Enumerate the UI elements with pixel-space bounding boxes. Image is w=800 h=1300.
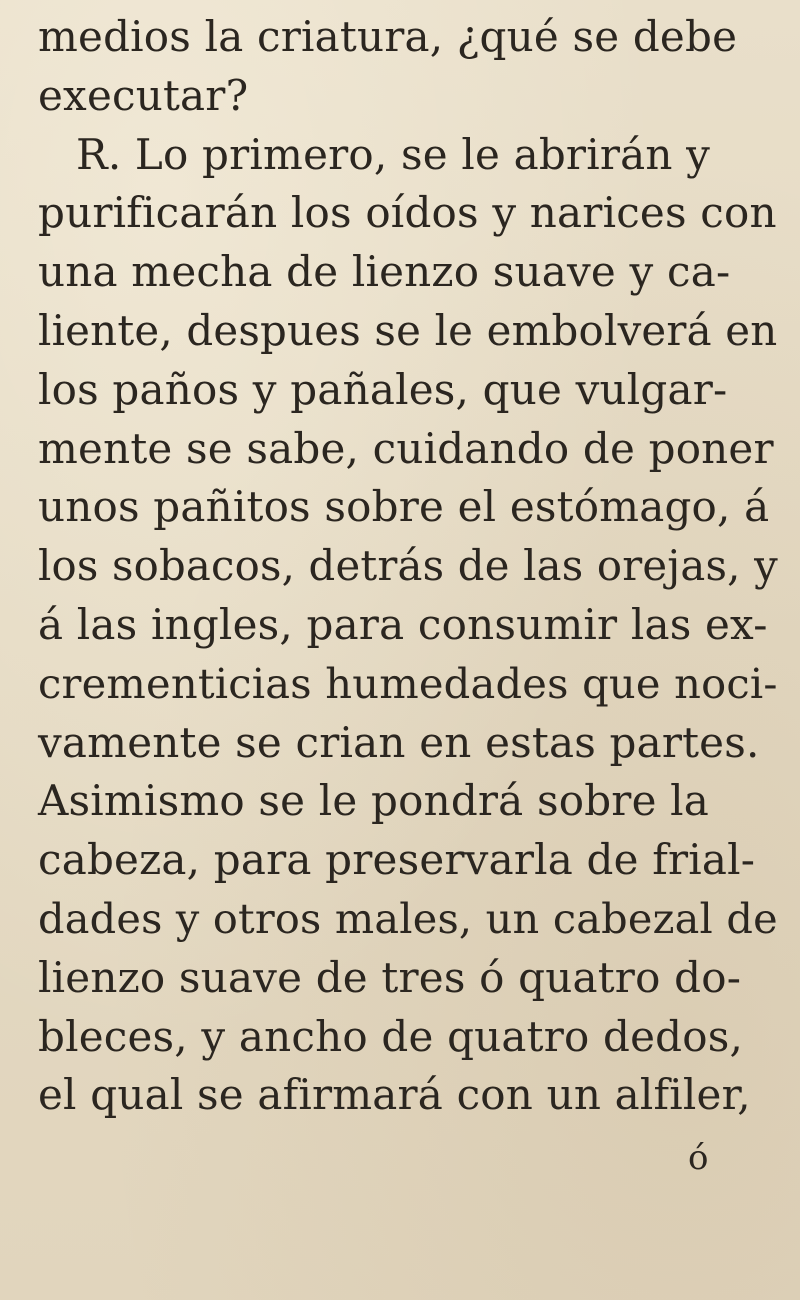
text-line-7: los paños y pañales, que vulgar- xyxy=(38,364,728,414)
text-line-19: el qual se afirmará con un alfiler, xyxy=(38,1070,751,1120)
text-line-4: purificarán los oídos y narices con xyxy=(38,188,777,238)
text-line-17: lienzo suave de tres ó quatro do- xyxy=(38,952,742,1002)
text-line-11: á las ingles, para consumir las ex- xyxy=(38,599,768,649)
text-line-6: liente, despues se le embolverá en xyxy=(38,305,778,355)
text-line-1: medios la criatura, ¿qué se debe xyxy=(38,12,738,61)
text-line-5: una mecha de lienzo suave y ca- xyxy=(38,247,731,297)
text-line-2: executar? xyxy=(38,70,249,120)
body-text xyxy=(38,8,778,1125)
text-line-3: R. Lo primero, se le abrirán y xyxy=(76,129,711,179)
catchword: ó xyxy=(688,1138,709,1178)
text-line-13: vamente se crian en estas partes. xyxy=(38,717,760,767)
text-line-16: dades y otros males, un cabezal de xyxy=(38,894,778,943)
text-line-9: unos pañitos sobre el estómago, á xyxy=(38,482,770,532)
text-line-12: crementicias humedades que noci- xyxy=(38,658,778,708)
text-line-8: mente se sabe, cuidando de poner xyxy=(38,423,774,473)
text-line-10: los sobacos, detrás de las orejas, y xyxy=(38,541,778,591)
text-line-14: Asimismo se le pondrá sobre la xyxy=(38,776,710,826)
text-line-18: bleces, y ancho de quatro dedos, xyxy=(38,1011,744,1061)
text-line-15: cabeza, para preservarla de frial- xyxy=(38,835,756,885)
